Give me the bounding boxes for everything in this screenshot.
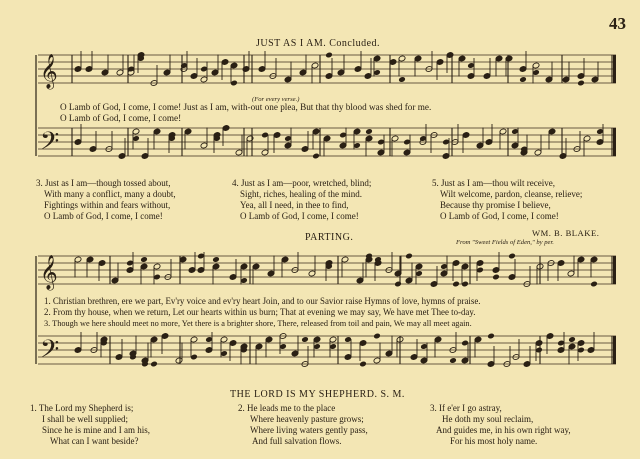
verse-line: With many a conflict, many a doubt, xyxy=(44,189,176,199)
note-head xyxy=(405,253,413,260)
verse-line: Fightings within and fears without, xyxy=(44,200,171,210)
verse-line: 3. Just as I am—though tossed about, xyxy=(36,178,171,188)
note-head xyxy=(492,274,500,281)
verse-line: O Lamb of God, I come, I come! xyxy=(240,211,359,221)
note-head xyxy=(150,361,158,368)
note-head xyxy=(590,281,598,288)
note-head xyxy=(365,128,373,135)
note-head xyxy=(373,333,381,340)
verse-line: 5. Just as I am—thou wilt receive, xyxy=(432,178,555,188)
verse-line: Where living waters gently pass, xyxy=(250,425,368,435)
note-head xyxy=(140,256,148,263)
verse-line: And full salvation flows. xyxy=(252,436,342,446)
lyric-line-1: O Lamb of God, I come, I come! Just as I am, with-out one plea, But that thy blood was shed for me. xyxy=(60,102,432,112)
note-head xyxy=(577,80,585,87)
verse-line: Since he is mine and I am his, xyxy=(42,425,150,435)
verse-line: O Lamb of God, I come, I come! xyxy=(44,211,163,221)
verse-line: Sight, riches, healing of the mind. xyxy=(240,189,362,199)
verse-line: 3. If e'er I go astray, xyxy=(430,403,502,413)
treble-clef-icon: 𝄞 xyxy=(40,255,58,290)
note-head xyxy=(519,76,527,83)
source-credit: From "Sweet Fields of Eden," by per. xyxy=(456,239,554,246)
staff-3 xyxy=(38,256,616,284)
hymn-title-parting: PARTING. xyxy=(305,232,354,243)
note-head xyxy=(568,336,576,343)
author: WM. B. BLAKE. xyxy=(532,228,600,238)
verse-4 xyxy=(232,178,371,222)
note-head xyxy=(452,281,460,288)
note-head xyxy=(508,253,516,260)
verse-line: 4. Just as I am—poor, wretched, blind; xyxy=(232,178,372,188)
verse-line: O Lamb of God, I come, I come! xyxy=(440,211,559,221)
final-bar xyxy=(613,128,616,156)
treble-clef-icon: 𝄞 xyxy=(40,54,58,89)
verse-line: 2. He leads me to the place xyxy=(238,403,336,413)
note-head xyxy=(449,357,457,364)
note-head xyxy=(359,361,367,368)
note-head xyxy=(325,52,333,59)
final-bar xyxy=(613,336,616,364)
verse-line: Where heavenly pasture grows; xyxy=(250,414,364,424)
note-head xyxy=(394,281,402,288)
hymn-title-the-lord-is-my-shepherd: THE LORD IS MY SHEPHERD. S. M. xyxy=(230,389,405,400)
note-head xyxy=(398,76,406,83)
verse-line: Wilt welcome, pardon, cleanse, relieve; xyxy=(440,189,583,199)
lyric-line-2: O Lamb of God, I come, I come! xyxy=(60,113,182,123)
verse-line: Yea, all I need, in thee to find, xyxy=(240,200,349,210)
verse-line: Because thy promise I believe, xyxy=(440,200,551,210)
parting-line-1: 1. Christian brethren, ere we part, Ev'ry voice and ev'ry heart Join, and to our Savior raise Hymns of love, hymns of praise. xyxy=(44,296,481,306)
hymn-title-just-as-i-am: JUST AS I AM. Concluded. xyxy=(256,38,381,49)
final-bar xyxy=(613,55,616,83)
verse-line: 1. The Lord my Shepherd is; xyxy=(30,403,134,413)
staff-note: (For every verse.) xyxy=(252,96,300,103)
shepherd-verse-3 xyxy=(430,403,571,447)
verse-5 xyxy=(432,178,582,222)
final-bar xyxy=(613,256,616,284)
note-head xyxy=(312,153,320,160)
staff-4 xyxy=(38,336,616,364)
page-number: 43 xyxy=(609,14,626,33)
verse-line: I shall be well supplied; xyxy=(42,414,128,424)
note-head xyxy=(487,333,495,340)
shepherd-verse-1 xyxy=(30,403,150,447)
parting-line-2: 2. From thy house, when we return, Let our hearts within us burn; That at evening we may say, We have met Thee to-day. xyxy=(44,307,476,317)
bass-clef-icon: 𝄢 xyxy=(40,335,60,370)
parting-line-3: 3. Though we here should meet no more, Yet there is a brighter shore, There, released from toil and pain, We may all meet again. xyxy=(44,319,472,328)
note-head xyxy=(301,336,309,343)
verse-line: What can I want beside? xyxy=(50,436,139,446)
verse-line: For his most holy name. xyxy=(450,436,538,446)
shepherd-verse-2 xyxy=(238,403,368,447)
verse-line: And guides me, in his own right way, xyxy=(436,425,571,435)
bass-clef-icon: 𝄢 xyxy=(40,127,60,162)
verse-line: He doth my soul reclaim, xyxy=(442,414,534,424)
verse-3 xyxy=(36,178,176,222)
note-head xyxy=(212,256,220,263)
